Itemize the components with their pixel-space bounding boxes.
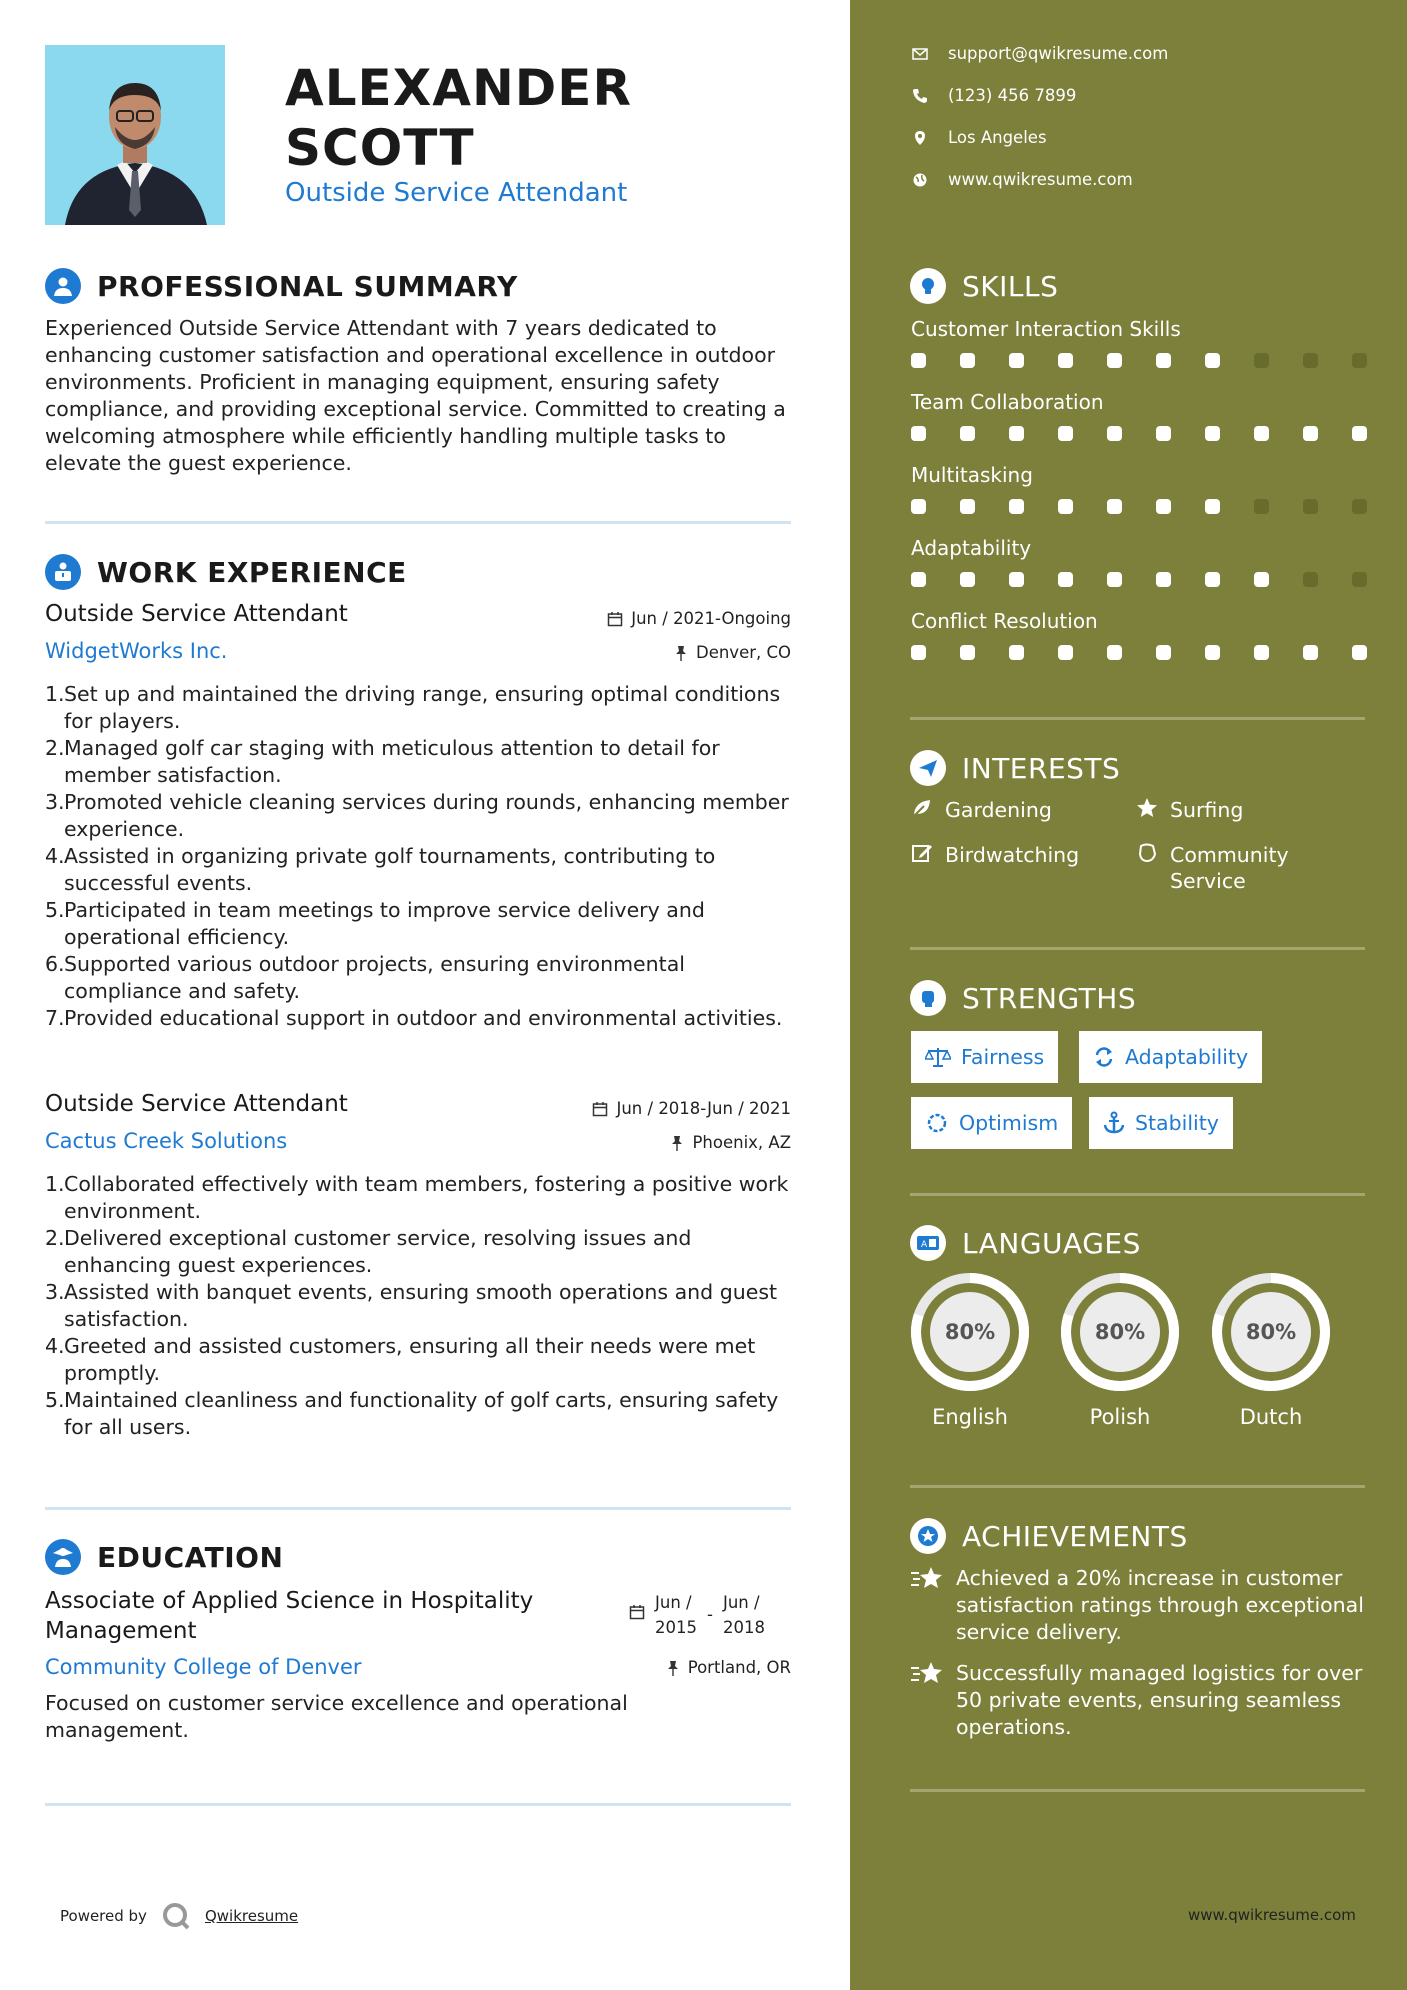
skill-dot xyxy=(1205,353,1220,368)
skill-name: Team Collaboration xyxy=(911,390,1104,414)
divider xyxy=(910,1193,1365,1196)
skill-dot xyxy=(1352,499,1367,514)
skill-dot xyxy=(1009,499,1024,514)
calendar-icon xyxy=(629,1604,645,1620)
sun-icon xyxy=(925,1111,949,1135)
strength-chip: Optimism xyxy=(911,1097,1072,1149)
education-description: Focused on customer service excellence and operational management. xyxy=(45,1691,628,1742)
experience-heading xyxy=(45,554,407,590)
refresh-icon xyxy=(1093,1046,1115,1068)
strength-chip: Adaptability xyxy=(1079,1031,1262,1083)
divider xyxy=(910,1789,1365,1792)
strength-chip: Stability xyxy=(1089,1097,1233,1149)
education-location xyxy=(666,1658,791,1677)
skill-dot xyxy=(1009,645,1024,660)
user-icon xyxy=(45,268,81,304)
interests-heading xyxy=(910,750,1120,786)
skill-dot xyxy=(1205,645,1220,660)
skill-dot xyxy=(1254,645,1269,660)
skill-dot xyxy=(1303,426,1318,441)
candidate-name xyxy=(285,58,632,178)
skill-dot xyxy=(1058,572,1073,587)
star-burst-icon xyxy=(910,1565,944,1591)
skill-dot xyxy=(960,353,975,368)
job-1-company: WidgetWorks Inc. xyxy=(45,639,228,663)
job-1-location xyxy=(674,643,791,662)
education-heading xyxy=(45,1539,283,1575)
language-ring xyxy=(1210,1271,1332,1393)
achievement-item: Successfully managed logistics for over 50 private events, ensuring seamless operations. xyxy=(910,1660,1370,1741)
skill-dot xyxy=(911,353,926,368)
job-title-header: Outside Service Attendant xyxy=(285,178,628,208)
skill-dot xyxy=(1107,426,1122,441)
skill-dot xyxy=(1107,572,1122,587)
skill-dot xyxy=(960,499,975,514)
job-1-bullets xyxy=(45,681,805,1032)
job-2-location-text: Phoenix, AZ xyxy=(692,1133,791,1152)
interest-item: Surfing xyxy=(1136,797,1243,823)
star-icon xyxy=(1136,797,1158,819)
language-percent: 80% xyxy=(1094,1320,1146,1344)
graduation-icon xyxy=(45,1539,81,1575)
job-2-dates-text: Jun / 2018-Jun / 2021 xyxy=(616,1099,791,1118)
interests-title: INTERESTS xyxy=(962,751,1121,785)
powered-by-text: Powered by xyxy=(60,1907,147,1925)
contact-email[interactable]: support@qwikresume.com xyxy=(912,44,1168,63)
hand-icon xyxy=(1136,842,1158,864)
job-2-dates xyxy=(592,1099,791,1118)
list-item: 7. Provided educational support in outdoor and environmental activities. xyxy=(45,1006,783,1030)
divider xyxy=(45,1507,791,1510)
language-item xyxy=(909,1271,1031,1429)
language-percent: 80% xyxy=(1245,1320,1297,1344)
skill-dot xyxy=(1058,499,1073,514)
skill-dot xyxy=(1009,353,1024,368)
date-separator: - xyxy=(707,1605,713,1624)
skill-dot xyxy=(1303,353,1318,368)
balance-scale-icon xyxy=(925,1046,951,1068)
job-1-location-text: Denver, CO xyxy=(695,643,791,662)
list-item: 6. Supported various outdoor projects, ensuring environmental compliance and safety. xyxy=(45,952,685,1003)
job-1-dates-text: Jun / 2021-Ongoing xyxy=(631,609,791,628)
skill-rating xyxy=(911,499,1367,514)
footer-website[interactable]: www.qwikresume.com xyxy=(1188,1906,1356,1924)
interest-item: Gardening xyxy=(911,797,1052,823)
divider xyxy=(910,947,1365,950)
list-item: 2. Delivered exceptional customer service, resolving issues and enhancing guest experiences. xyxy=(45,1226,692,1277)
education-title: EDUCATION xyxy=(97,1540,284,1574)
list-item: 5. Maintained cleanliness and functionality of golf carts, ensuring safety for all users. xyxy=(45,1388,779,1439)
pin-icon xyxy=(674,645,688,661)
skill-name: Adaptability xyxy=(911,536,1032,560)
skill-rating xyxy=(911,645,1367,660)
skill-dot xyxy=(1107,645,1122,660)
skill-dot xyxy=(911,426,926,441)
skill-dot xyxy=(1009,426,1024,441)
skill-dot xyxy=(1205,426,1220,441)
list-item: 2. Managed golf car staging with meticulous attention to detail for member satisfaction. xyxy=(45,736,720,787)
skill-rating xyxy=(911,353,1367,368)
strengths-heading xyxy=(910,980,1136,1016)
education-dates xyxy=(629,1590,765,1640)
skill-dot xyxy=(1303,572,1318,587)
skill-dot xyxy=(1107,353,1122,368)
skill-dot xyxy=(911,572,926,587)
map-marker-icon xyxy=(912,130,928,146)
languages-heading xyxy=(910,1225,1141,1261)
globe-icon xyxy=(912,172,928,188)
name-line-2: SCOTT xyxy=(285,119,475,177)
list-item: 1. Collaborated effectively with team members, fostering a positive work environment. xyxy=(45,1172,789,1223)
job-1-title: Outside Service Attendant xyxy=(45,601,348,627)
pin-icon xyxy=(666,1660,680,1676)
job-1-dates xyxy=(607,609,791,628)
degree-line-2: Management xyxy=(45,1618,197,1644)
name-line-1: ALEXANDER xyxy=(285,59,632,117)
list-item: 3. Assisted with banquet events, ensuring smooth operations and guest satisfaction. xyxy=(45,1280,778,1331)
degree-title xyxy=(45,1586,585,1646)
list-item: 1. Set up and maintained the driving range, ensuring optimal conditions for players. xyxy=(45,682,781,733)
skill-rating xyxy=(911,426,1367,441)
contact-location: Los Angeles xyxy=(912,128,1047,147)
skill-dot xyxy=(1254,353,1269,368)
fist-icon xyxy=(910,980,946,1016)
lightbulb-icon xyxy=(910,268,946,304)
language-name: English xyxy=(932,1405,1008,1429)
skill-dot xyxy=(1254,426,1269,441)
summary-heading xyxy=(45,268,518,304)
anchor-icon xyxy=(1103,1111,1125,1135)
summary-text: Experienced Outside Service Attendant with 7 years dedicated to enhancing customer satisfaction and operational excellence in outdoor environments. Proficient in managing equipment, ensuring safety compliance, and providing exceptional service. Committed to creating a welcoming atmosphere while efficiently handling multiple tasks to elevate the guest experience. xyxy=(45,316,786,475)
pin-icon xyxy=(670,1135,684,1151)
language-item xyxy=(1059,1271,1181,1429)
skill-dot xyxy=(1303,645,1318,660)
skill-dot xyxy=(1058,645,1073,660)
list-item: 4. Assisted in organizing private golf tournaments, contributing to successful events. xyxy=(45,844,716,895)
language-icon xyxy=(910,1225,946,1261)
divider xyxy=(910,717,1365,720)
skill-dot xyxy=(1352,426,1367,441)
skill-dot xyxy=(911,499,926,514)
skill-dot xyxy=(1352,572,1367,587)
achievements-heading xyxy=(910,1518,1188,1554)
powered-by xyxy=(60,1901,298,1931)
degree-line-1: Associate of Applied Science in Hospitality xyxy=(45,1588,534,1614)
skill-dot xyxy=(1107,499,1122,514)
skill-dot xyxy=(1058,353,1073,368)
language-name: Dutch xyxy=(1239,1405,1303,1429)
skill-dot xyxy=(1352,645,1367,660)
achievement-item: Achieved a 20% increase in customer satisfaction ratings through exceptional service delivery. xyxy=(910,1565,1370,1646)
education-location-text: Portland, OR xyxy=(687,1658,791,1677)
skill-name: Multitasking xyxy=(911,463,1033,487)
skill-dot xyxy=(1156,353,1171,368)
skills-heading xyxy=(910,268,1058,304)
list-item: 4. Greeted and assisted customers, ensuring all their needs were met promptly. xyxy=(45,1334,756,1385)
skill-dot xyxy=(960,426,975,441)
skill-dot xyxy=(1205,572,1220,587)
skill-rating xyxy=(911,572,1367,587)
language-ring xyxy=(1059,1271,1181,1393)
brand-link[interactable]: Qwikresume xyxy=(204,1907,299,1925)
divider xyxy=(45,521,791,524)
skill-dot xyxy=(1254,499,1269,514)
phone-icon xyxy=(912,88,928,104)
job-2-title: Outside Service Attendant xyxy=(45,1091,348,1117)
contact-website[interactable]: www.qwikresume.com xyxy=(912,170,1133,189)
leaf-icon xyxy=(911,797,933,819)
experience-title: WORK EXPERIENCE xyxy=(97,555,407,589)
skills-title: SKILLS xyxy=(962,269,1059,303)
paper-plane-icon xyxy=(910,750,946,786)
job-2-company: Cactus Creek Solutions xyxy=(45,1129,288,1153)
achievements-title: ACHIEVEMENTS xyxy=(962,1519,1188,1553)
star-burst-icon xyxy=(910,1660,944,1686)
skill-dot xyxy=(1254,572,1269,587)
skill-dot xyxy=(1352,353,1367,368)
strengths-title: STRENGTHS xyxy=(962,981,1137,1015)
calendar-icon xyxy=(607,611,623,627)
divider xyxy=(910,1485,1365,1488)
school-name: Community College of Denver xyxy=(45,1655,362,1679)
interest-item: Birdwatching xyxy=(911,842,1079,868)
education-start: Jun / 2015 xyxy=(655,1593,697,1637)
interest-item: Community Service xyxy=(1136,842,1306,894)
language-ring xyxy=(909,1271,1031,1393)
education-end: Jun / 2018 xyxy=(722,1593,765,1637)
profile-photo xyxy=(45,45,225,225)
strength-chip: Fairness xyxy=(911,1031,1058,1083)
job-2-bullets xyxy=(45,1171,805,1441)
list-item: 5. Participated in team meetings to improve service delivery and operational efficiency. xyxy=(45,898,705,949)
qwikresume-logo-icon xyxy=(161,1901,191,1931)
skill-name: Customer Interaction Skills xyxy=(911,317,1181,341)
skill-name: Conflict Resolution xyxy=(911,609,1098,633)
summary-title: PROFESSIONAL SUMMARY xyxy=(97,269,518,303)
edit-icon xyxy=(911,842,933,864)
skill-dot xyxy=(911,645,926,660)
skill-dot xyxy=(960,645,975,660)
svg-text:A: A xyxy=(921,1240,928,1250)
skill-dot xyxy=(1156,572,1171,587)
skill-dot xyxy=(1156,645,1171,660)
job-2-location xyxy=(670,1133,791,1152)
briefcase-icon xyxy=(45,554,81,590)
envelope-icon xyxy=(912,46,928,62)
skill-dot xyxy=(1303,499,1318,514)
skill-dot xyxy=(1156,499,1171,514)
calendar-icon xyxy=(592,1101,608,1117)
star-badge-icon xyxy=(910,1518,946,1554)
language-name: Polish xyxy=(1089,1405,1151,1429)
skill-dot xyxy=(1205,499,1220,514)
language-percent: 80% xyxy=(944,1320,996,1344)
languages-title: LANGUAGES xyxy=(962,1226,1141,1260)
language-item xyxy=(1210,1271,1332,1429)
divider xyxy=(45,1803,791,1806)
contact-phone[interactable]: (123) 456 7899 xyxy=(912,86,1076,105)
skill-dot xyxy=(1058,426,1073,441)
skill-dot xyxy=(1156,426,1171,441)
list-item: 3. Promoted vehicle cleaning services during rounds, enhancing member experience. xyxy=(45,790,789,841)
skill-dot xyxy=(960,572,975,587)
skill-dot xyxy=(1009,572,1024,587)
